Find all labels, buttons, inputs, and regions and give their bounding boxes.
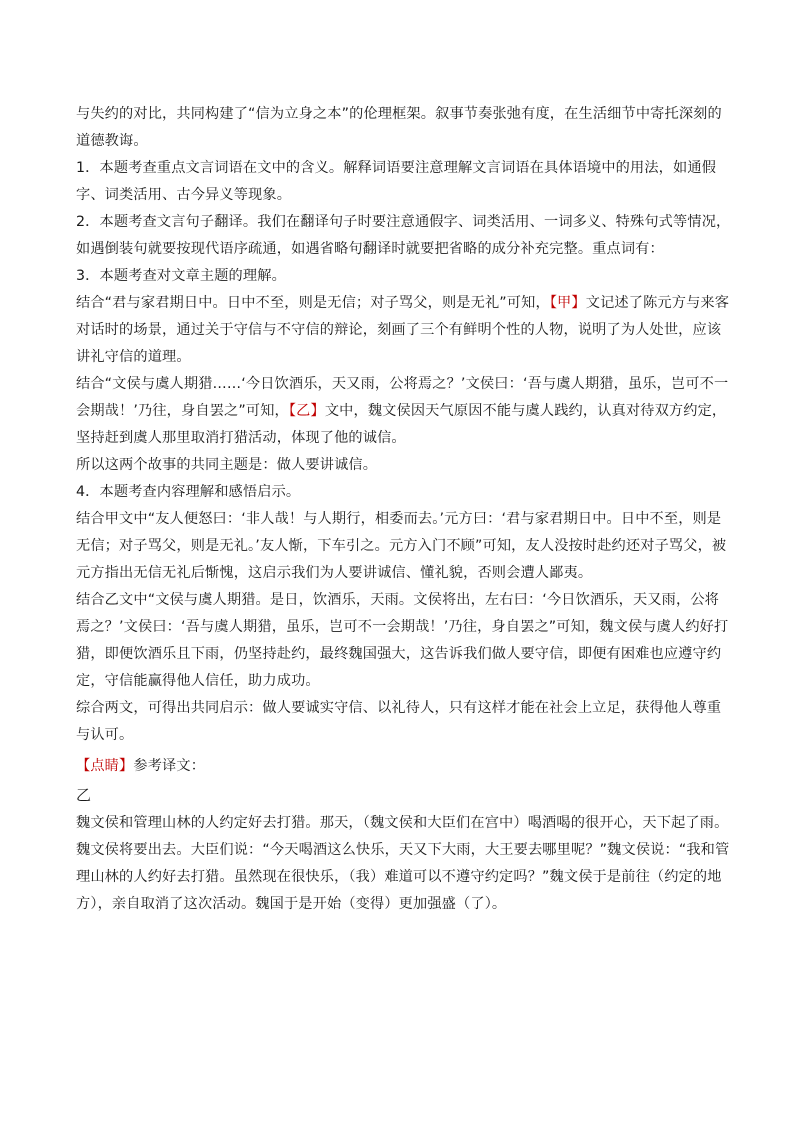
paragraph-common-theme: 所以这两个故事的共同主题是：做人要讲诚信。	[76, 457, 378, 473]
translation-yi-text: 魏文侯和管理山林的人约定好去打猎。那天，（魏文侯和大臣们在宫中）喝酒喝的很开心，天下起了雨。魏文侯将要出去。大臣们说：“今天喝酒这么快乐，天又下大雨，大王要去哪里呢？”魏文侯说：“我和管理山林的人约好去打猎。虽然现在很快乐，（我）难道可以不遵守约定吗？”魏文侯于是前往（约定的地方），亲自取消了这次活动。魏国于是开始（变得）更加强盛（了）。	[76, 815, 730, 912]
dianjing-marker: 【点睛】	[76, 758, 134, 774]
jia-analysis-text: 文记述了陈元方与来客对话时的场景，通过关于守信与不守信的辩论，刻画了三个有鲜明个性的人物，说明了为人处世，应该讲礼守信的道理。	[76, 295, 730, 365]
jia-quote-text: 结合“君与家君期日中。日中不至，则是无信；对子骂父，则是无礼”可知，	[76, 295, 550, 311]
paragraph-jia-lesson: 结合甲文中“友人便怒曰：‘非人哉！与人期行，相委而去。’元方曰：‘君与家君期日中。日中不至，则是无信；对子骂父，则是无礼。’友人惭，下车引之。元方入门不顾”可知，友人没按时赴约还对子骂父，被元方指出无信无礼后惭愧，这启示我们为人要讲诚信、懂礼貌，否则会遭人鄙夷。	[76, 511, 727, 581]
reference-translation-label: 参考译文：	[133, 758, 206, 774]
paragraph-jia-analysis	[76, 290, 732, 371]
jia-marker: 【甲】	[549, 295, 586, 311]
answer-item-1: 1．本题考查重点文言词语在文中的含义。解释词语要注意理解文言词语在具体语境中的用法，如通假字、词类活用、古今异义等现象。	[76, 160, 717, 203]
answer-item-2: 2．本题考查文言句子翻译。我们在翻译句子时要注意通假字、词类活用、一词多义、特殊句式等情况，如遇倒装句就要按现代语序疏通，如遇省略句翻译时就要把省略的成分补充完整。重点词有：	[76, 214, 731, 257]
answer-item-4: 4．本题考查内容理解和感悟启示。	[76, 484, 301, 500]
paragraph-combined-lesson: 综合两文，可得出共同启示：做人要诚实守信、以礼待人，只有这样才能在社会上立足，获得他人尊重与认可。	[76, 700, 722, 743]
paragraph-conclusion: 与失约的对比，共同构建了“信为立身之本”的伦理框架。叙事节奏张弛有度，在生活细节中寄托深刻的道德教诲。	[76, 106, 722, 149]
document-body	[76, 101, 732, 918]
yi-analysis-text: 文中，魏文侯因天气原因不能与虞人践约，认真对待双方约定，坚持赶到虞人那里取消打猎活动，体现了他的诚信。	[76, 403, 727, 446]
answer-item-3: 3．本题考查对文章主题的理解。	[76, 268, 286, 284]
yi-quote-text: 结合“文侯与虞人期猎……‘今日饮酒乐，天又雨，公将焉之？’文侯曰：‘吾与虞人期猎，虽乐，岂可不一会期哉！’乃往，身自罢之”可知，	[76, 376, 729, 419]
translation-section-label: 乙	[76, 786, 92, 804]
yi-marker: 【乙】	[288, 403, 325, 419]
paragraph-yi-analysis	[76, 371, 732, 452]
paragraph-yi-lesson: 结合乙文中“文侯与虞人期猎。是日，饮酒乐，天雨。文侯将出，左右曰：‘今日饮酒乐，天又雨，公将焉之？’文侯曰：‘吾与虞人期猎，虽乐，岂可不一会期哉！’乃往，身自罢之”可知，魏文侯与虞人约好打猎，即便饮酒乐且下雨，仍坚持赴约，最终魏国强大，这告诉我们做人要守信，即便有困难也应遵守约定，守信能赢得他人信任，助力成功。	[76, 592, 729, 689]
dianjing-heading	[76, 753, 732, 780]
